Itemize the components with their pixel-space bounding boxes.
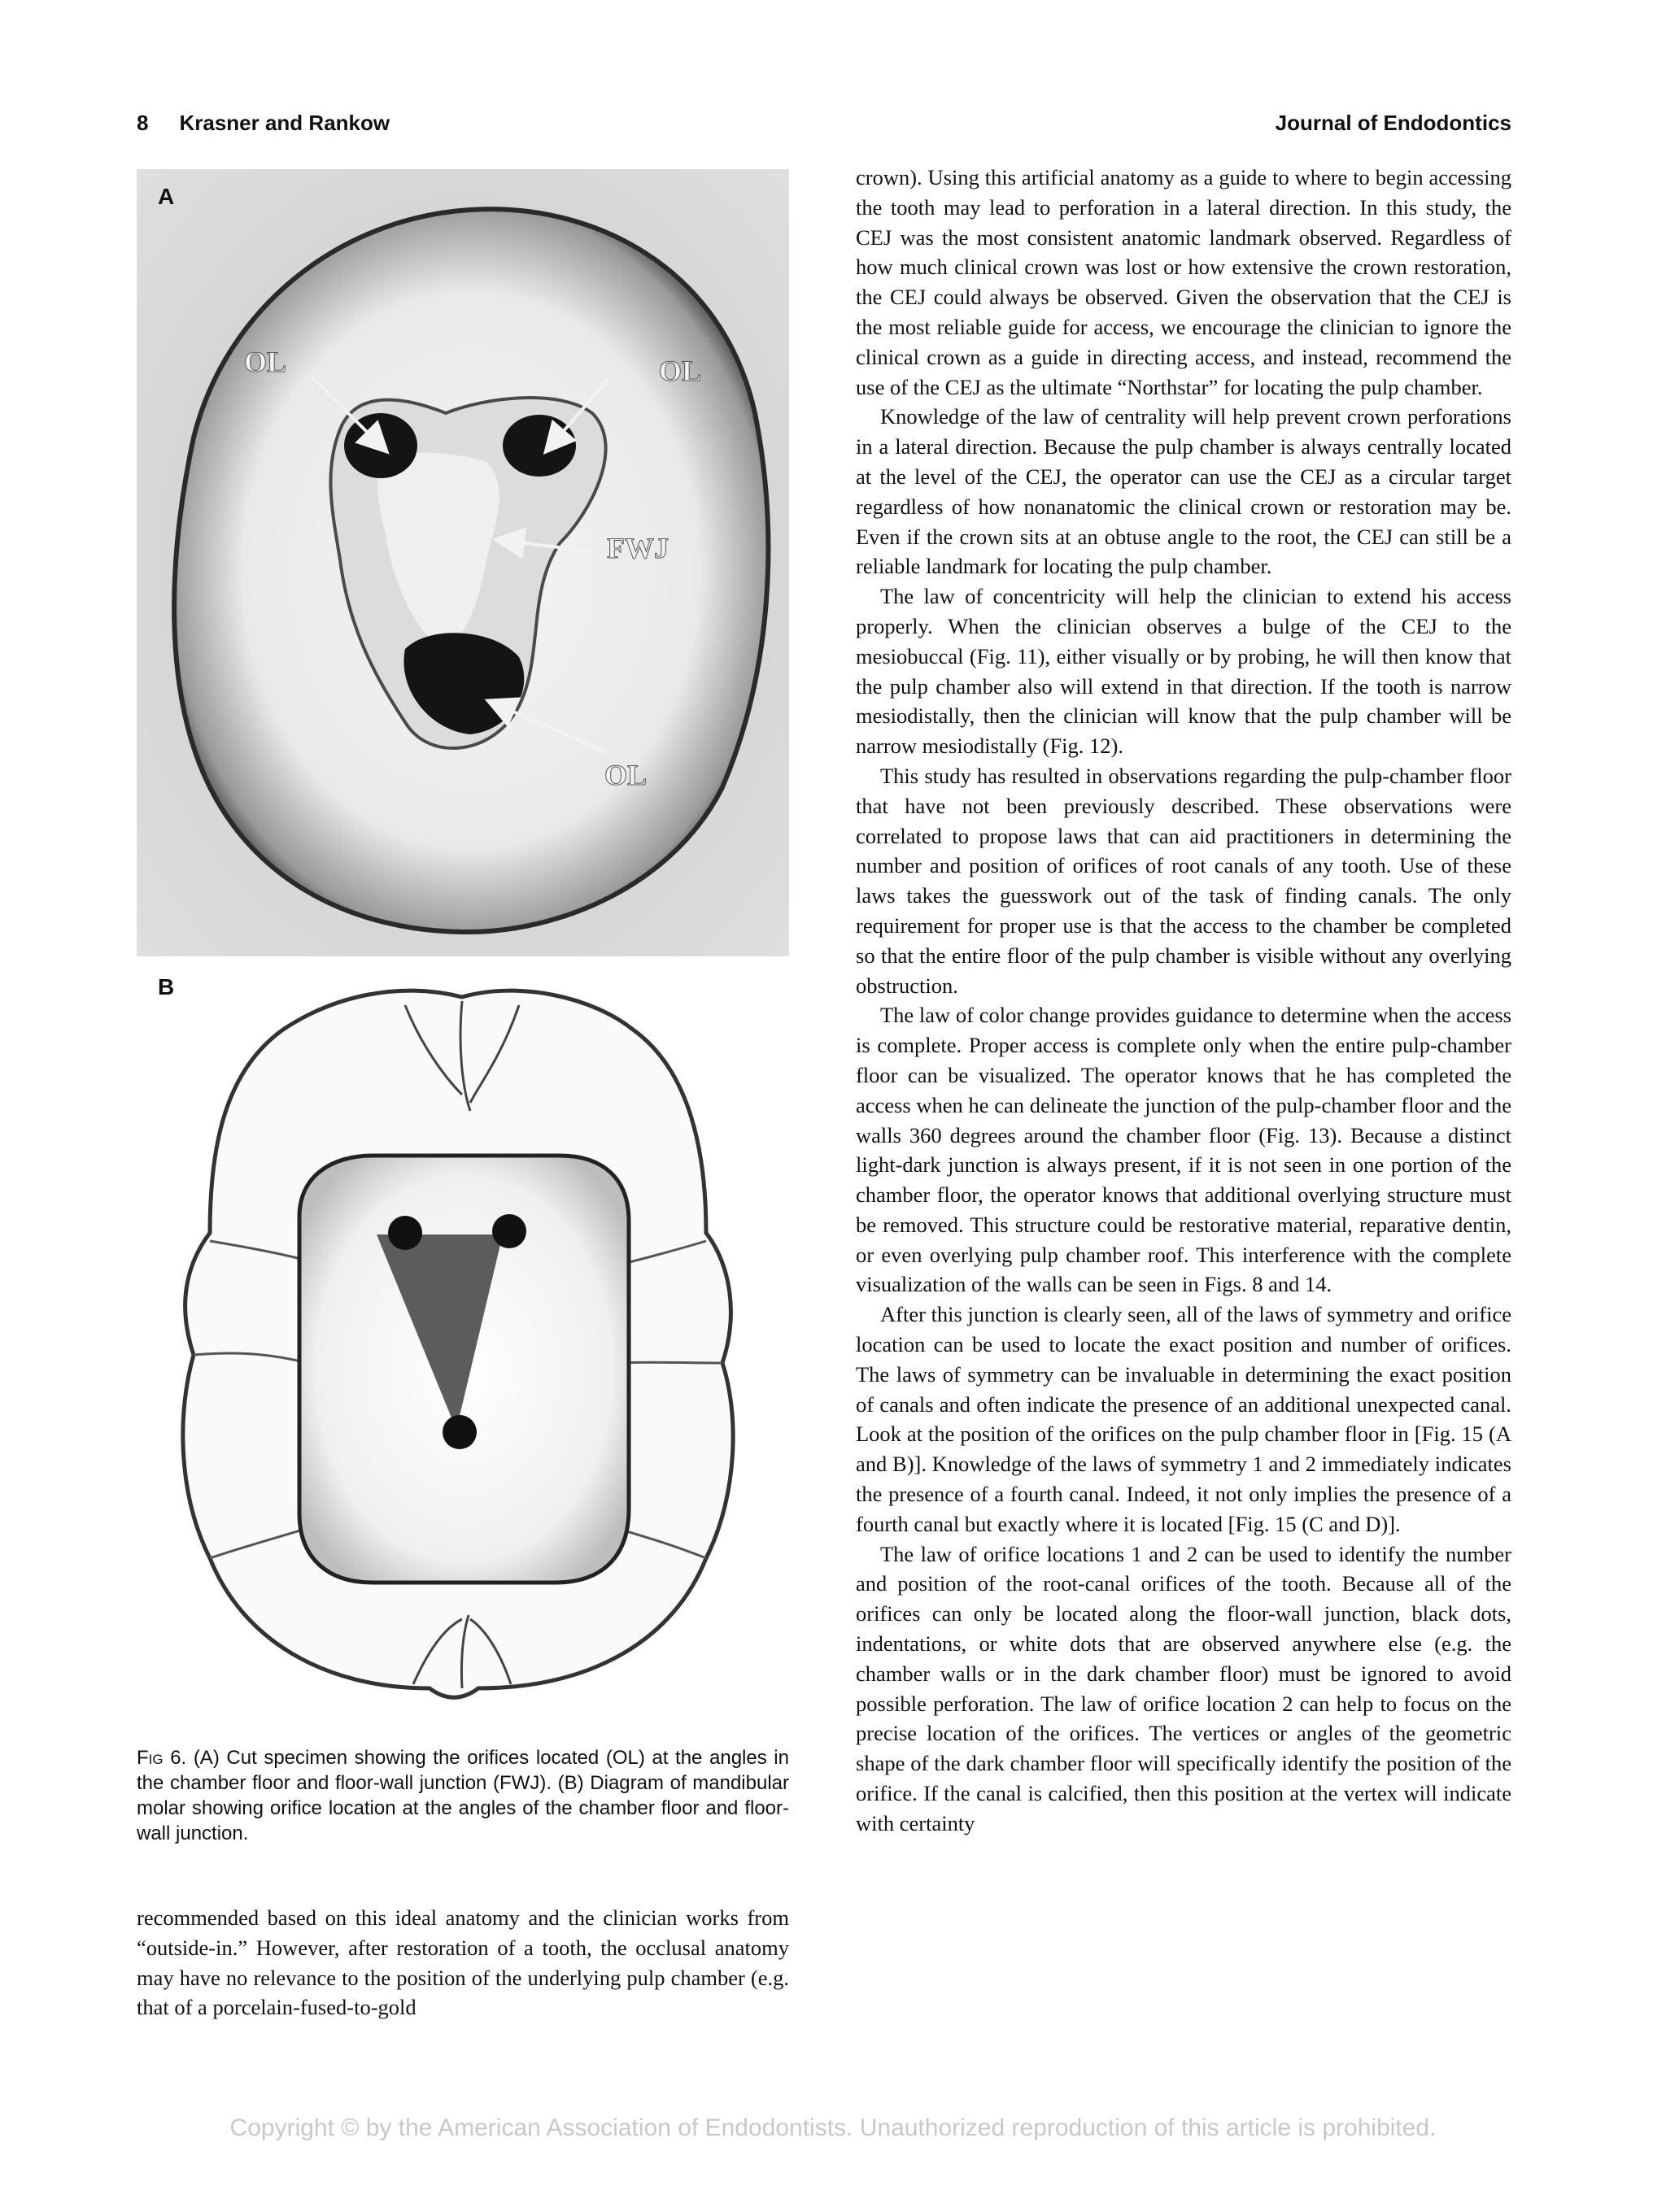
running-head-left — [137, 111, 390, 136]
figure-6a-photo — [137, 169, 789, 956]
panel-b-label: B — [158, 974, 175, 999]
caption-text: (A) Cut specimen showing the orifices located (OL) at the angles in the chamber floor and floor-wall junction (FWJ). (B) Diagram of mandibular molar showing orifice location at the angles of the chamber floor and floor-wall junction. — [137, 1747, 789, 1844]
running-head — [137, 111, 1511, 143]
orifice-dot-distal — [492, 1214, 526, 1248]
label-fwj: FWJ — [607, 532, 669, 564]
body-paragraph: After this junction is clearly seen, all of the laws of symmetry and orifice location can be used to locate the exact position and number of orifices. The laws of symmetry can be invaluable in determining the exact position of canals and often indicate the presence of an additional unexpected canal. Look at the position of the orifices on the pulp chamber floor in [Fig. 15 (A and B)]. Knowledge of the laws of symmetry 1 and 2 immediately indicates the presence of a fourth canal. Indeed, it not only implies the presence of a fourth canal but exactly where it is located [Fig. 15 (C and D)]. — [856, 1302, 1511, 1536]
caption-fig-tag: Fig — [137, 1747, 164, 1769]
body-paragraph: The law of color change provides guidance to determine when the access is complete. Proper access is complete only when the entire pulp-chamber floor can be visualized. The operator knows that he has completed the access when he can delineate the junction of the pulp-chamber floor and the walls 360 degrees around the chamber floor (Fig. 13). Because a distinct light-dark junction is always present, if it is not seen in one portion of the chamber floor, the operator knows that additional overlying structure must be removed. This structure could be restorative material, reparative dentin, or even overlying pulp chamber roof. This interference with the complete visualization of the walls can be seen in Figs. 8 and 14. — [856, 1003, 1511, 1297]
body-paragraph: The law of concentricity will help the clinician to extend his access properly. When the clinician observes a bulge of the CEJ to the mesiobuccal (Fig. 11), either visually or by probing, he will then know that the pulp chamber also will extend in that direction. If the tooth is narrow mesiodistally, then the clinician will know that the pulp chamber will be narrow mesiodistally (Fig. 12). — [856, 584, 1511, 759]
body-paragraph: recommended based on this ideal anatomy and the clinician works from “outside-in.” However, after restoration of a tooth, the occlusal anatomy may have no relevance to the position of the underlying pulp chamber (e.g. that of a porcelain-fused-to-gold — [137, 1905, 789, 2020]
orifice-dot-lingual — [443, 1415, 477, 1449]
figure-6b-diagram — [137, 973, 789, 1729]
journal-name: Journal of Endodontics — [1275, 111, 1511, 135]
label-ol-top-right: OL — [659, 355, 702, 387]
body-paragraph: This study has resulted in observations regarding the pulp-chamber floor that have not been previously described. These observations were correlated to propose laws that can aid practitioners in determining the number and position of orifices of root canals of any tooth. Use of these laws takes the guesswork out of the task of finding canals. The only requirement for proper use is that the access to the chamber be completed so that the entire floor of the pulp chamber is visible without any overlying obstruction. — [856, 763, 1511, 998]
left-column-text — [137, 1903, 789, 2023]
caption-fig-number: 6. — [170, 1747, 187, 1769]
orifice-distal — [503, 415, 576, 477]
right-column-text — [856, 163, 1511, 1839]
molar-diagram-illustration — [137, 973, 789, 1729]
label-ol-top-left: OL — [244, 346, 287, 378]
copyright-notice: Copyright © by the American Association of Endodontists. Unauthorized reproduction of this article is prohibited. — [229, 2114, 1437, 2141]
author-names: Krasner and Rankow — [179, 111, 390, 135]
page-number: 8 — [137, 111, 149, 135]
panel-a-label: A — [158, 184, 175, 209]
figure-caption — [137, 1745, 789, 1846]
body-paragraph: The law of orifice locations 1 and 2 can be used to identify the number and position of the root-canal orifices of the tooth. Because all of the orifices can only be located along the floor-wall junction, black dots, indentations, or white dots that are observed anywhere else (e.g. the chamber walls or in the dark chamber floor) must be ignored to avoid possible perforation. The law of orifice location 2 can help to focus on the precise location of the orifices. The vertices or angles of the geometric shape of the dark chamber floor will specifically identify the position of the orifice. If the canal is calcified, then this position at the vertex will indicate with certainty — [856, 1541, 1511, 1835]
specimen-photo-illustration — [137, 169, 789, 956]
orifice-dot-mesiobuccal — [388, 1216, 422, 1250]
body-paragraph: crown). Using this artificial anatomy as a guide to where to begin accessing the tooth may lead to perforation in a lateral direction. In this study, the CEJ was the most consistent anatomic landmark observed. Regardless of how much clinical crown was lost or how extensive the crown restoration, the CEJ could always be observed. Given the observation that the CEJ is the most reliable guide for access, we encourage the clinician to ignore the clinical crown as a guide in directing access, and instead, recommend the use of the CEJ as the ultimate “Northstar” for locating the pulp chamber. — [856, 165, 1511, 399]
body-paragraph: Knowledge of the law of centrality will help prevent crown perforations in a lateral direction. Because the pulp chamber is always centrally located at the level of the CEJ, the operator can use the CEJ as a circular target regardless of how nonanatomic the clinical crown or restoration may be. Even if the crown sits at an obtuse angle to the root, the CEJ can still be a reliable landmark for locating the pulp chamber. — [856, 404, 1511, 579]
label-ol-bottom: OL — [604, 759, 648, 791]
